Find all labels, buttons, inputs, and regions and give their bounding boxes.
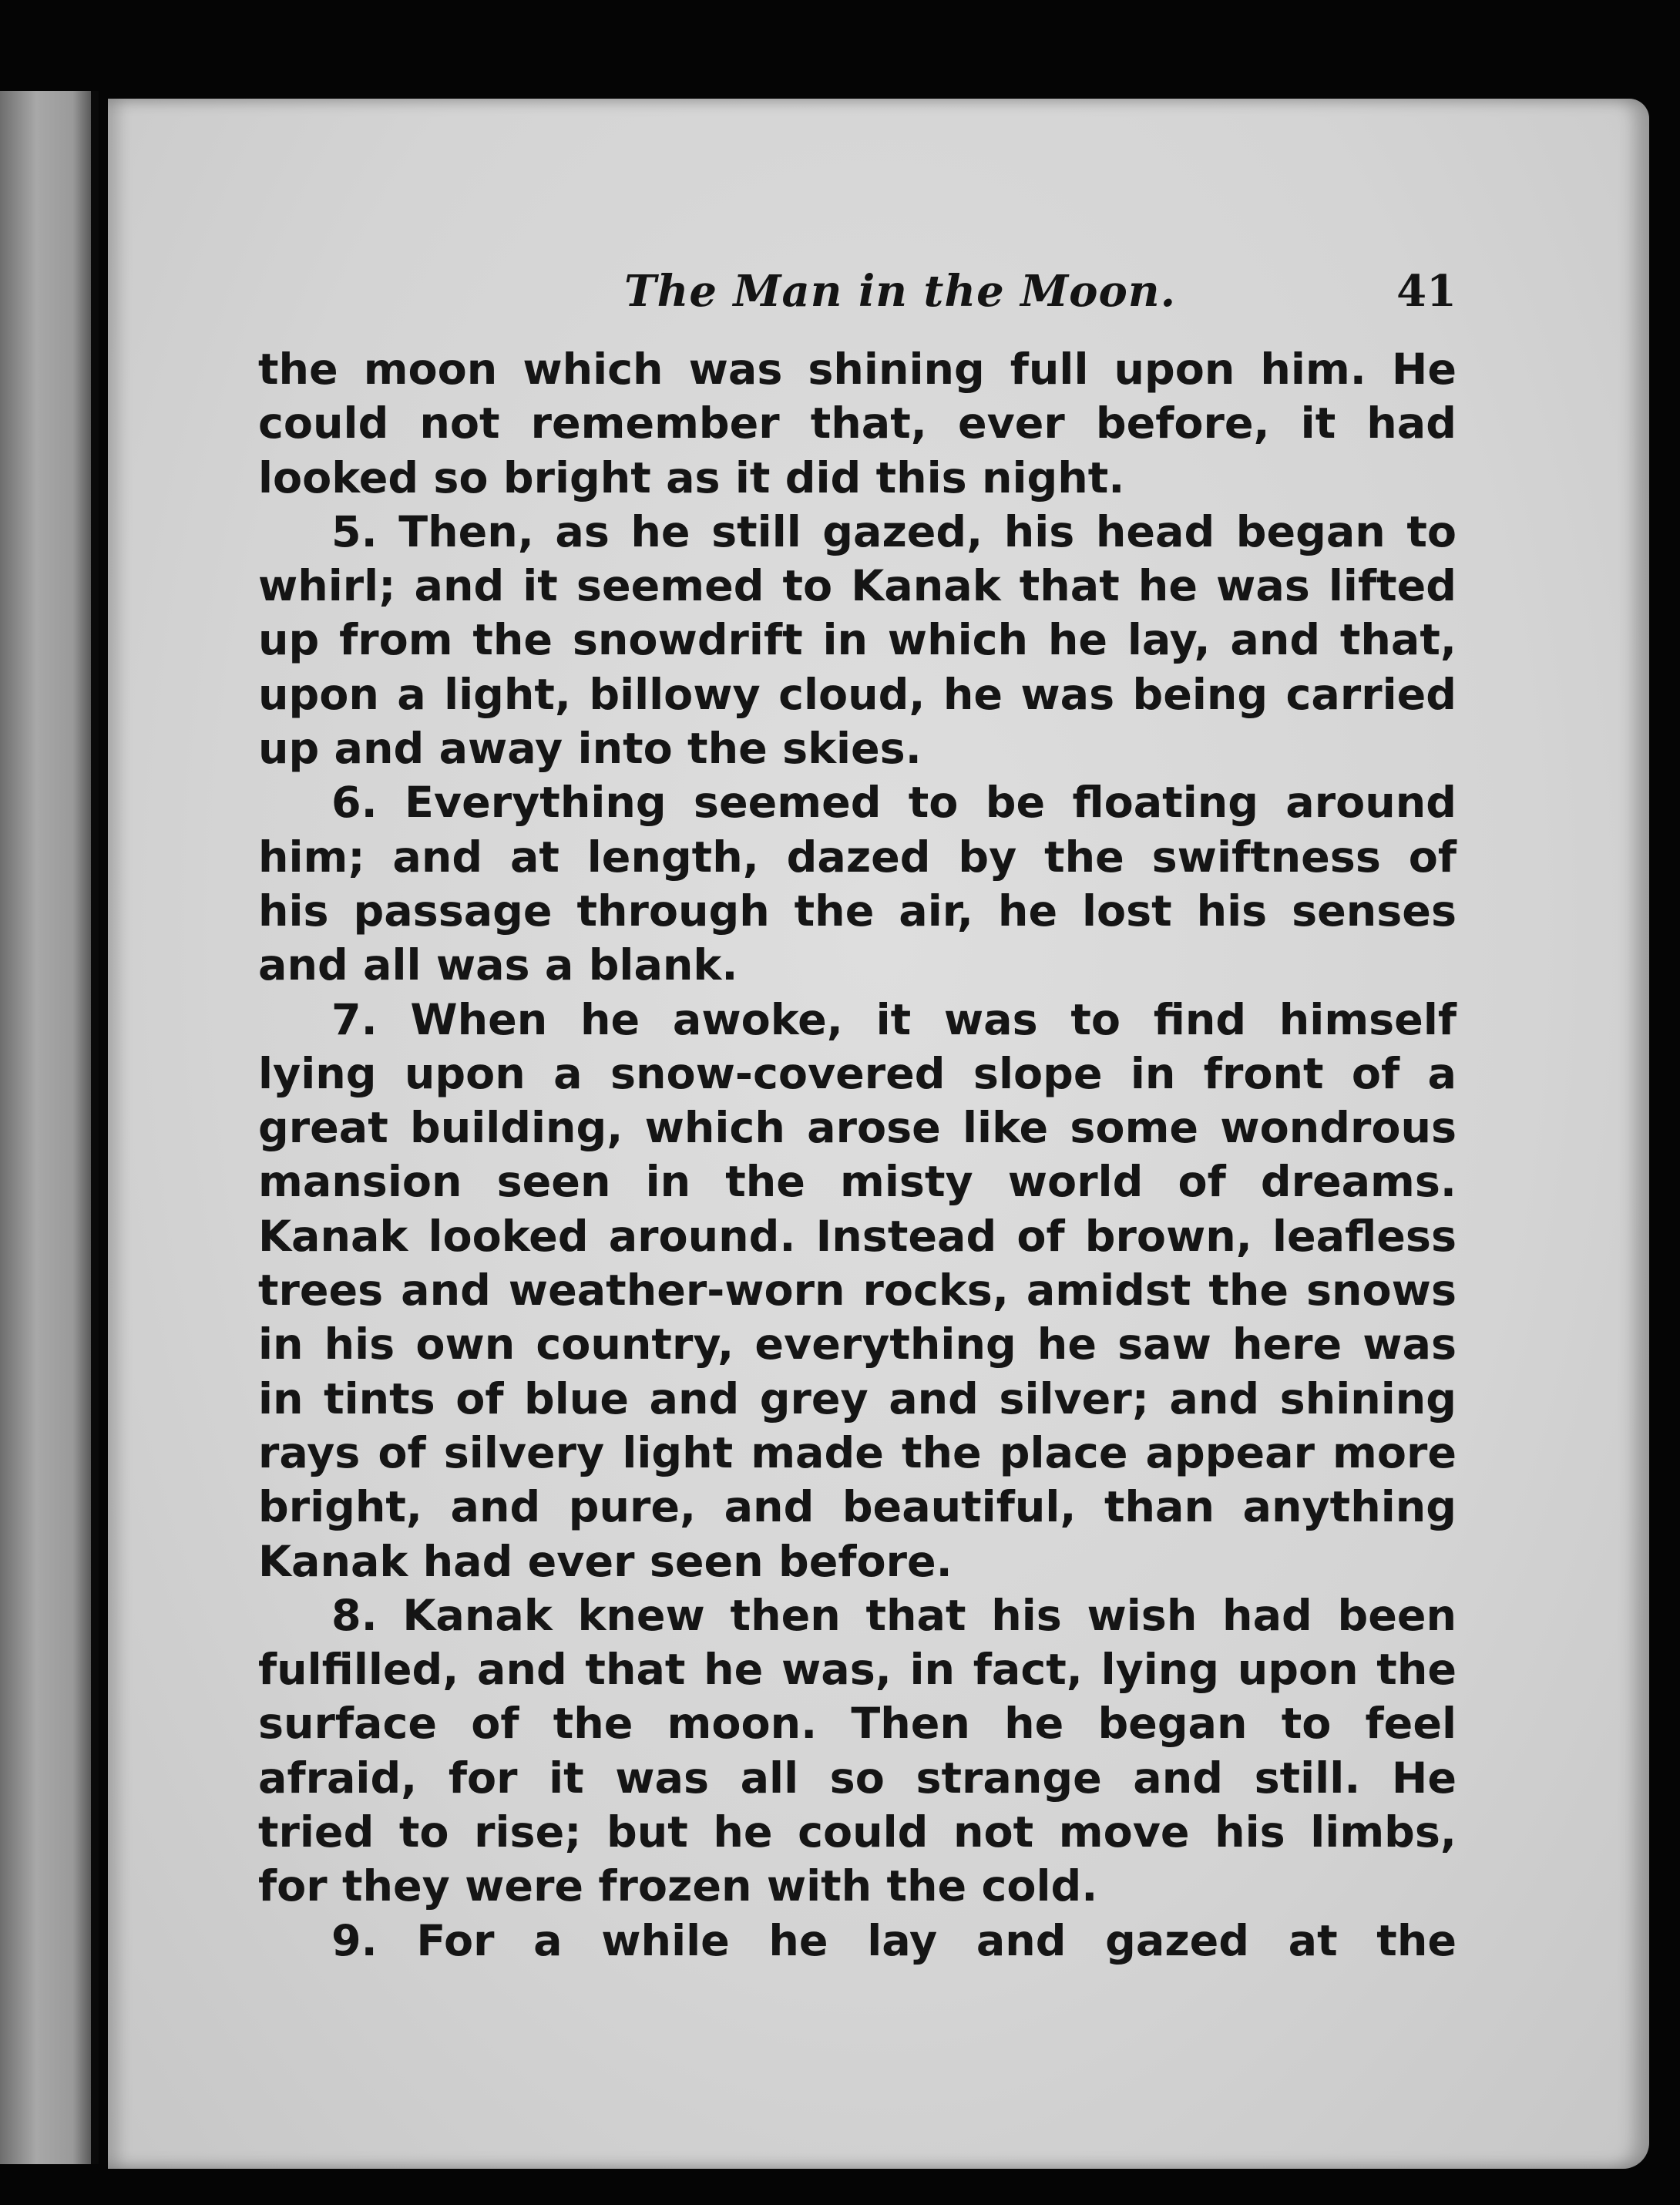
text-line: his passage through the air, he lost his senses: [258, 886, 1457, 936]
text-line: Kanak looked around. Instead of brown, leafless: [258, 1211, 1457, 1262]
facing-page-edge: [0, 91, 99, 2164]
text-line: up from the snowdrift in which he lay, and that,: [258, 615, 1457, 666]
text-line: in tints of blue and grey and silver; and shining: [258, 1373, 1457, 1424]
text-line: trees and weather-worn rocks, amidst the snows: [258, 1266, 1457, 1316]
text-line: tried to rise; but he could not move his limbs,: [258, 1807, 1457, 1858]
text-line: up and away into the skies.: [258, 724, 922, 775]
text-line: mansion seen in the misty world of dreams.: [258, 1157, 1457, 1208]
text-line: for they were frozen with the cold.: [258, 1861, 1098, 1912]
text-line: looked so bright as it did this night.: [258, 452, 1125, 503]
text-line: lying upon a snow-covered slope in front of a: [258, 1048, 1457, 1099]
text-line: 5. Then, as he still gazed, his head began to: [331, 506, 1457, 557]
page-header: [262, 266, 1457, 320]
text-line: rays of silvery light made the place appear more: [258, 1427, 1457, 1478]
running-title: The Man in the Moon.: [624, 266, 1177, 317]
text-line: bright, and pure, and beautiful, than anything: [258, 1482, 1457, 1533]
text-line: in his own country, everything he saw here was: [258, 1319, 1457, 1370]
text-line: and all was a blank.: [258, 940, 738, 991]
text-line: 8. Kanak knew then that his wish had been: [331, 1590, 1457, 1641]
text-line: upon a light, billowy cloud, he was being carried: [258, 669, 1457, 720]
text-line: 9. For a while he lay and gazed at the: [331, 1915, 1457, 1966]
body-text: [258, 343, 1457, 1968]
text-line: could not remember that, ever before, it had: [258, 398, 1457, 449]
text-line: great building, which arose like some wondrous: [258, 1103, 1457, 1154]
text-line: whirl; and it seemed to Kanak that he was lifted: [258, 561, 1457, 612]
text-line: the moon which was shining full upon him. He: [258, 345, 1457, 395]
text-line: 6. Everything seemed to be floating around: [331, 778, 1457, 829]
text-line: Kanak had ever seen before.: [258, 1536, 953, 1587]
text-line: afraid, for it was all so strange and still. He: [258, 1753, 1457, 1803]
text-line: 7. When he awoke, it was to find himself: [331, 994, 1457, 1045]
text-line: him; and at length, dazed by the swiftness of: [258, 832, 1457, 882]
page-number: 41: [1396, 266, 1457, 317]
text-line: surface of the moon. Then he began to feel: [258, 1699, 1457, 1750]
text-line: fulfilled, and that he was, in fact, lying upon the: [258, 1645, 1457, 1696]
